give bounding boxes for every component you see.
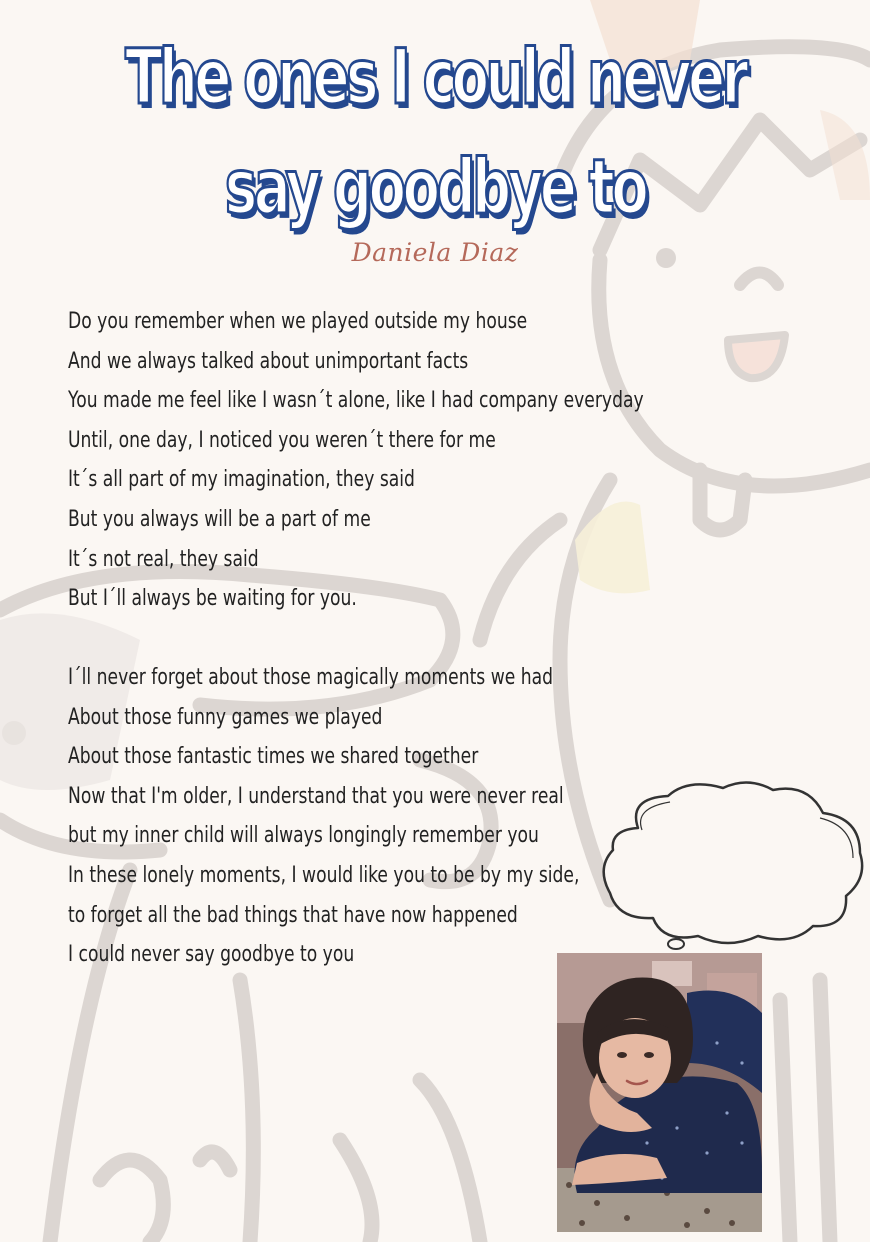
poem-line: About those fantastic times we shared together bbox=[68, 744, 479, 770]
author-photo bbox=[557, 953, 762, 1232]
poem-line: And we always talked about unimportant facts bbox=[68, 348, 469, 374]
author-name: Daniela Diaz bbox=[351, 238, 519, 267]
poem-line: Now that I'm older, I understand that you were never real bbox=[68, 783, 564, 809]
poem-line: But you always will be a part of me bbox=[68, 506, 371, 532]
title-line-2: say goodbye to bbox=[224, 142, 646, 231]
poem-title bbox=[122, 22, 748, 242]
poem-line: About those funny games we played bbox=[68, 704, 383, 730]
poem-line: You made me feel like I wasn´t alone, like I had company everyday bbox=[68, 388, 644, 414]
stanza-1 bbox=[68, 302, 644, 619]
title-line-1: The ones I could never bbox=[125, 32, 745, 121]
stanza-2 bbox=[68, 658, 614, 975]
poem-line: In these lonely moments, I would like you to be by my side, bbox=[68, 862, 580, 888]
poem-line: Do you remember when we played outside my house bbox=[68, 309, 528, 334]
poem-line: I´ll never forget about those magically moments we had bbox=[68, 665, 554, 690]
poem-line: It´s all part of my imagination, they said bbox=[68, 467, 415, 493]
poem-line: but my inner child will always longingly remember you bbox=[68, 823, 539, 849]
portrait-illustration bbox=[557, 953, 762, 1232]
poem-line: Until, one day, I noticed you weren´t there for me bbox=[68, 427, 496, 453]
poem-line: It´s not real, they said bbox=[68, 546, 259, 572]
poem-line: to forget all the bad things that have now happened bbox=[68, 902, 518, 928]
poem-line: I could never say goodbye to you bbox=[68, 942, 355, 968]
thought-bubble-icon bbox=[598, 778, 868, 956]
poem-line: But I´ll always be waiting for you. bbox=[68, 586, 357, 612]
